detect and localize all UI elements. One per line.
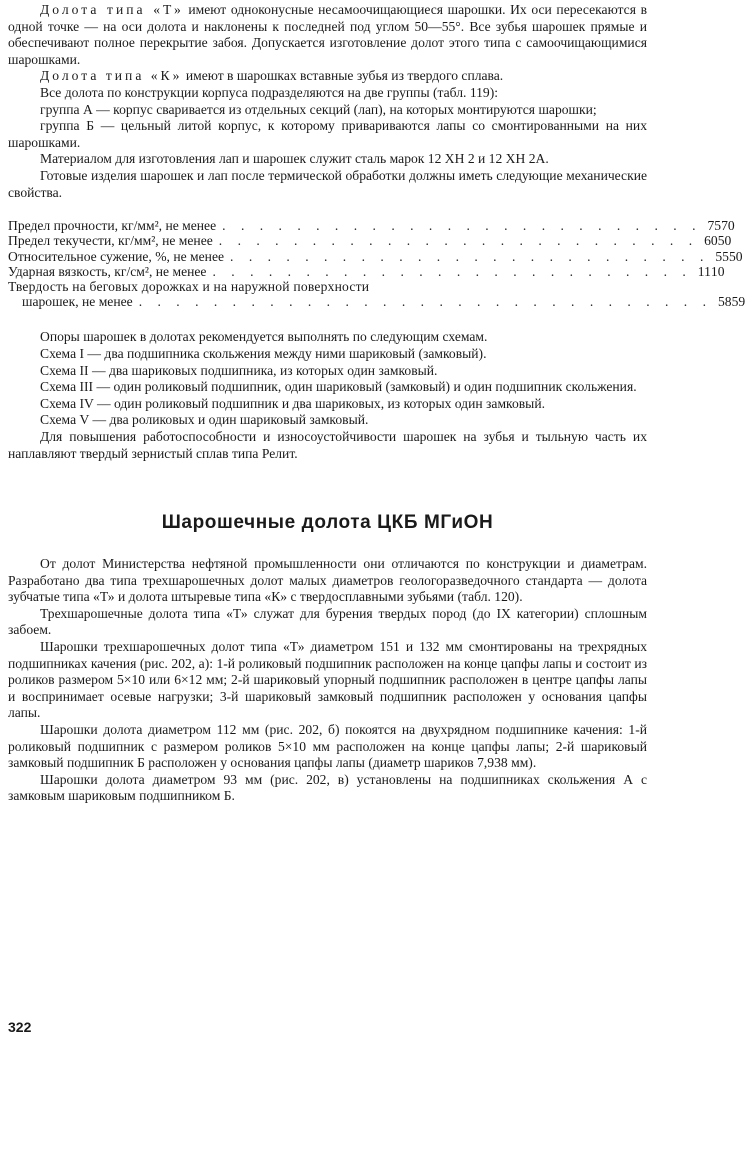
paragraph-relit: Для повышения работоспособности и износоустойчивости шарошек на зубья и тыльную часть их наплавляют твердый зернистый сплав типа Релит. [8,428,647,461]
property-value-1: 11 [697,263,711,279]
paragraph-scheme-2: Схема II — два шариковых подшипника, из которых один замковый. [40,362,438,378]
page-number: 322 [8,1019,32,1035]
properties-table [8,218,745,310]
leader-dots: . . . . . . . . . . . . . . . . . . . . . . . . . . [218,233,699,249]
paragraph-scheme-5: Схема V — два роликовых и один шариковый замковый. [40,412,369,428]
property-name: Предел текучести, кг/мм², не менее [8,233,213,249]
paragraph-group-b: группа Б — цельный литой корпус, к которому привариваются лапы со смонтированными на них шарошками. [8,118,647,150]
property-name: Предел прочности, кг/мм², не менее [8,218,217,234]
paragraph-type-t-use: Трехшарошечные долота типа «Т» служат для бурения твердых пород (до IX категории) сплошным забоем. [8,605,647,638]
leader-dots: . . . . . . . . . . . . . . . . . . . . . . . . . . [212,263,692,279]
book-page [0,2,745,1163]
paragraph-schemes-intro: Опоры шарошек в долотах рекомендуется выполнять по следующим схемам. [40,329,488,345]
paragraph-body-groups: Все долота по конструкции корпуса подразделяются на две группы (табл. 119): [40,84,499,100]
paragraph-lead: Долота типа «Т» [40,2,184,17]
paragraph-bearings-112: Шарошки долота диаметром 112 мм (рис. 202, б) покоятся на двухрядном подшипнике качения: 1-й роликовый подшипник с размером роликов 5×10 мм расположен на конце цапфы лапы; 2-й шариковый замковый подшипник Б расположен у основания цапфы лапы (диаметр шариков 7,938 мм). [8,722,647,771]
mid-text-block [8,329,647,462]
property-row [8,233,732,249]
property-name: Относительное сужение, %, не менее [8,248,225,264]
paragraph-type-k [8,68,647,85]
property-row-hardness-head [8,279,647,294]
property-value-1: 58 [718,294,732,310]
property-name: Твердость на беговых дорожках и на наружной поверхности [8,278,370,294]
paragraph-type-t [8,2,647,68]
property-row [8,248,743,264]
paragraph-ckb-intro: От долот Министерства нефтяной промышленности они отличаются по конструкции и диаметрам. Разработано два типа трехшарошечных долот малых диаметров геологоразведочного стандарта — долота зубчатые типа «Т» и долота штыревые типа «К» с твердосплавными зубьями (табл. 120). [8,556,647,605]
paragraph-body: имеют в шарошках вставные зубья из твердого сплава. [182,68,504,84]
property-value-2: 59 [731,294,745,310]
leader-dots: . . . . . . . . . . . . . . . . . . . . . . . . . . . . . . . [138,294,712,310]
paragraph-body: имеют одноконусные несамоочищающиеся шарошки. Их оси пересекаются в одной точке — на оси долота и наклонены к последней под углом 50—55°. Все зубья шарошек прямые и обеспечивают полное перекрытие забоя. Допускается изготовление долот этого типа с самоочищающимися шарошками. [8,2,647,67]
property-value-2: 70 [721,218,735,234]
paragraph-scheme-1: Схема I — два подшипника скольжения между ними шариковый (замковый). [40,345,487,361]
property-value-1: 55 [715,248,729,264]
property-value-1: 75 [707,218,722,234]
property-row [8,218,735,234]
property-row [8,263,725,279]
leader-dots: . . . . . . . . . . . . . . . . . . . . . . . . . . [222,218,702,234]
paragraph-group-a: группа А — корпус сваривается из отдельных секций (лап), на которых монтируются шарошки; [40,101,597,117]
property-value-2: 50 [717,233,732,249]
property-value-2: 50 [728,248,743,264]
paragraph-material: Материалом для изготовления лап и шарошек служит сталь марок 12 ХН 2 и 12 ХН 2А. [40,151,549,167]
property-name-cont: шарошек, не менее [22,294,133,310]
paragraph-bearings-93: Шарошки долота диаметром 93 мм (рис. 202, в) установлены на подшипниках скольжения А с замковым шариковым подшипником Б. [8,771,647,804]
property-row-hardness [8,294,745,310]
top-text-block [8,2,647,201]
paragraph-scheme-3: Схема III — один роликовый подшипник, один шариковый (замковый) и один подшипник скольжения. [40,379,637,395]
section-title: Шарошечные долота ЦКБ МГиОН [161,512,494,534]
paragraph-properties-intro: Готовые изделия шарошек и лап после термической обработки должны иметь следующие механические свойства. [8,167,647,200]
paragraph-bearings-151: Шарошки трехшарошечных долот типа «Т» диаметром 151 и 132 мм смонтированы на трехрядных подшипниках качения (рис. 202, а): 1-й роликовый подшипник расположен на конце цапфы лапы и состоит из роликов размером 5×10 или 6×12 мм; 2-й шариковый упорный подшипник расположен в центре цапфы лапы и воспринимает осевые нагрузки; 3-й шариковый замковый подшипник расположен у основания цапфы лапы. [8,639,647,721]
property-name: Ударная вязкость, кг/см², не менее [8,263,207,279]
paragraph-scheme-4: Схема IV — один роликовый подшипник и два шариковых, из которых один замковый. [40,395,545,411]
property-value-2: 10 [710,263,725,279]
paragraph-lead: Долота типа «К» [40,68,183,84]
property-value-1: 60 [704,233,718,249]
leader-dots: . . . . . . . . . . . . . . . . . . . . . . . . . . [230,248,710,264]
bottom-text-block [8,556,647,805]
